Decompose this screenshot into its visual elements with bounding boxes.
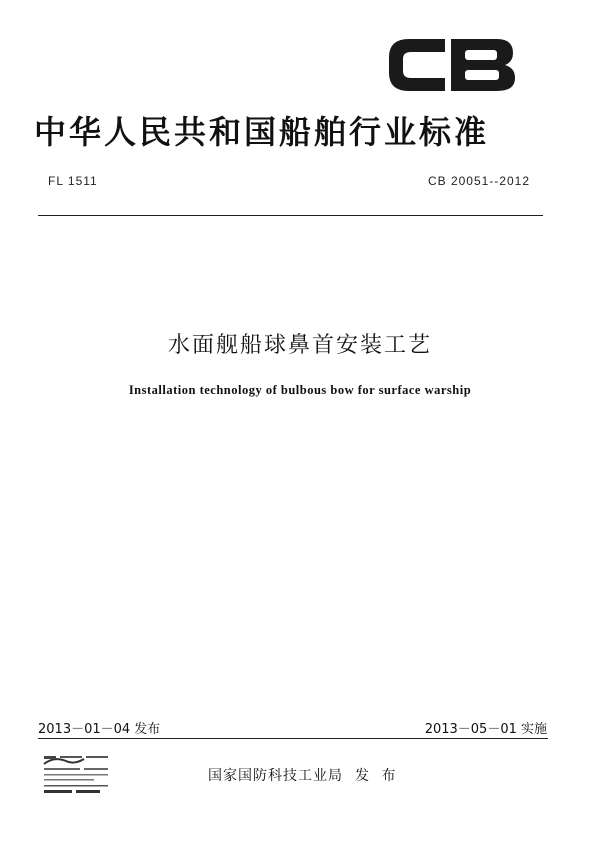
publisher-stamp (40, 752, 112, 796)
publisher-name: 国家国防科技工业局 (208, 768, 343, 784)
issue-date: 2013－01－04 发布 (38, 722, 161, 737)
document-title-cn: 水面舰船球鼻首安装工艺 (167, 333, 432, 358)
publisher-stamp-icon (40, 752, 112, 796)
ics-code: FL 1511 (48, 174, 98, 188)
implementation-date: 2013－05－01 实施 (424, 722, 547, 737)
cb-logo (383, 31, 519, 99)
publisher (208, 765, 399, 785)
cb-logo-icon (383, 31, 519, 99)
document-title-en: Installation technology of bulbous bow for surface warship (128, 383, 472, 397)
publisher-action: 发 布 (355, 768, 400, 784)
standard-title: 中华人民共和国船舶行业标准 (34, 113, 490, 151)
footer-divider (38, 738, 548, 739)
header-divider (38, 215, 543, 216)
standard-number: CB 20051--2012 (427, 174, 530, 188)
